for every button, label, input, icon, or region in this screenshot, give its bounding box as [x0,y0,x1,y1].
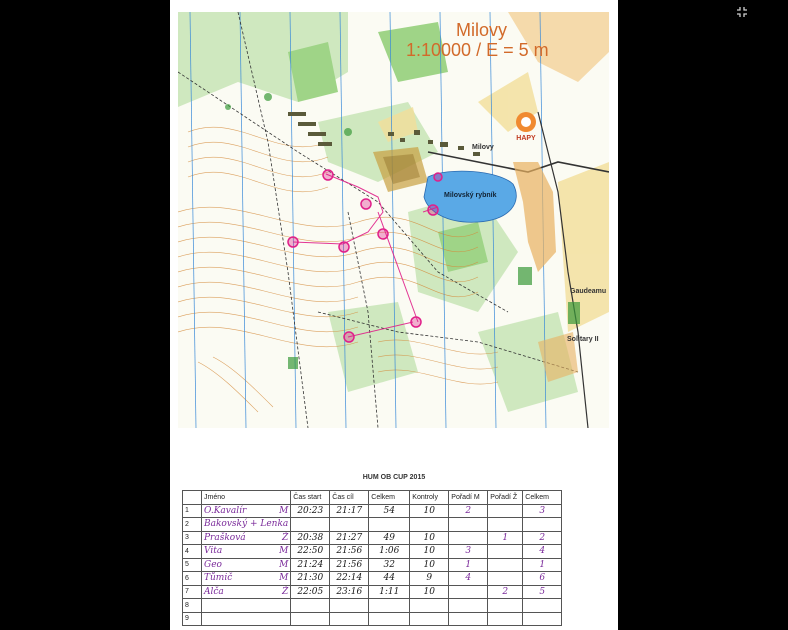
table-row [183,612,562,626]
cell-no: 9 [183,612,202,626]
cell-poradi-m [449,599,488,613]
cell-poradi-z [488,518,523,532]
results-title: HUM OB CUP 2015 [362,474,426,481]
cell-total: 54 [369,504,410,518]
cell-poradi-m: 1 [449,558,488,572]
cell-start: 22:05 [291,585,330,599]
logo-text: HAPY [516,135,536,142]
cell-name [202,572,291,586]
cell-start [291,518,330,532]
table-row [183,599,562,613]
cell-no: 2 [183,518,202,532]
cell-poradi-z [488,545,523,559]
cell-total: 1:06 [369,545,410,559]
cell-kontroly: 10 [410,531,449,545]
exit-fullscreen-icon[interactable] [733,3,751,21]
table-row [183,585,562,599]
runner-name: Geo [204,559,222,570]
col-header: Pořadí Ž [488,491,523,505]
runner-gender: M [279,559,289,570]
runner-gender: Ž [282,586,289,597]
cell-celkem: 6 [523,572,562,586]
cell-celkem: 4 [523,545,562,559]
cell-poradi-z [488,612,523,626]
cell-start [291,599,330,613]
cell-celkem: 5 [523,585,562,599]
table-header-row [183,491,562,505]
cell-poradi-z [488,599,523,613]
cell-total [369,518,410,532]
table-row [183,572,562,586]
runner-name: Bakovský + Lenka [204,519,289,530]
label-solitary: Solitary II [567,336,599,343]
cell-no: 5 [183,558,202,572]
cell-total: 32 [369,558,410,572]
runner-gender: M [279,505,289,516]
cell-celkem: 2 [523,531,562,545]
cell-poradi-z: 2 [488,585,523,599]
cell-name [202,585,291,599]
cell-finish: 21:56 [330,545,369,559]
runner-gender: M [279,573,289,584]
runner-gender: Ž [282,532,289,543]
cell-start: 22:50 [291,545,330,559]
table-row [183,504,562,518]
runner-gender: M [279,546,289,557]
cell-start: 20:38 [291,531,330,545]
cell-name [202,504,291,518]
cell-finish: 21:27 [330,531,369,545]
cell-kontroly: 10 [410,558,449,572]
runner-name: O.Kavalír [204,505,247,516]
cell-finish [330,599,369,613]
cell-name [202,612,291,626]
table-row [183,545,562,559]
label-gaudeamus: Gaudeamu [570,288,607,295]
label-pond: Milovský rybník [444,192,497,199]
cell-kontroly: 9 [410,572,449,586]
col-header: Čas cíl [330,491,369,505]
col-header: Pořadí M [449,491,488,505]
cell-name [202,545,291,559]
cell-celkem [523,518,562,532]
cell-celkem: 1 [523,558,562,572]
cell-start: 21:24 [291,558,330,572]
cell-kontroly [410,599,449,613]
cell-kontroly: 10 [410,545,449,559]
cell-poradi-z [488,504,523,518]
cell-start [291,612,330,626]
cell-finish [330,518,369,532]
cell-poradi-m [449,585,488,599]
cell-start: 20:23 [291,504,330,518]
cell-poradi-m [449,531,488,545]
col-header: Čas start [291,491,330,505]
scanned-page [170,0,618,630]
cell-poradi-z: 1 [488,531,523,545]
col-header: Kontroly [410,491,449,505]
cell-celkem [523,612,562,626]
cell-kontroly: 10 [410,504,449,518]
table-row [183,531,562,545]
runner-name: Alča [204,586,224,597]
cell-total: 49 [369,531,410,545]
results-table [182,490,562,626]
runner-name: Prašková [204,532,246,543]
hapy-logo [511,110,541,142]
table-row [183,558,562,572]
cell-total: 44 [369,572,410,586]
cell-name [202,518,291,532]
cell-poradi-m: 3 [449,545,488,559]
runner-name: Tůmič [204,573,233,584]
cell-total: 1:11 [369,585,410,599]
cell-kontroly [410,518,449,532]
cell-name [202,558,291,572]
cell-no: 7 [183,585,202,599]
table-row [183,518,562,532]
map-scale: 1:10000 / E = 5 m [406,40,549,60]
map-graphic [178,12,609,428]
col-header: Celkem [523,491,562,505]
col-header: Jméno [202,491,291,505]
orienteering-map [178,12,609,428]
col-header [183,491,202,505]
cell-poradi-m [449,518,488,532]
cell-no: 6 [183,572,202,586]
cell-finish: 21:17 [330,504,369,518]
cell-no: 3 [183,531,202,545]
label-milovy: Milovy [472,144,494,151]
col-header: Celkem [369,491,410,505]
cell-total [369,599,410,613]
cell-poradi-m: 2 [449,504,488,518]
cell-poradi-m: 4 [449,572,488,586]
cell-finish: 21:56 [330,558,369,572]
cell-finish: 22:14 [330,572,369,586]
cell-kontroly [410,612,449,626]
cell-finish: 23:16 [330,585,369,599]
cell-poradi-m [449,612,488,626]
cell-poradi-z [488,558,523,572]
cell-start: 21:30 [291,572,330,586]
cell-kontroly: 10 [410,585,449,599]
cell-poradi-z [488,572,523,586]
cell-no: 4 [183,545,202,559]
cell-celkem: 3 [523,504,562,518]
cell-name [202,599,291,613]
cell-celkem [523,599,562,613]
cell-total [369,612,410,626]
cell-no: 8 [183,599,202,613]
cell-finish [330,612,369,626]
cell-no: 1 [183,504,202,518]
cell-name [202,531,291,545]
map-title: Milovy [456,20,508,40]
runner-name: Vita [204,546,223,557]
